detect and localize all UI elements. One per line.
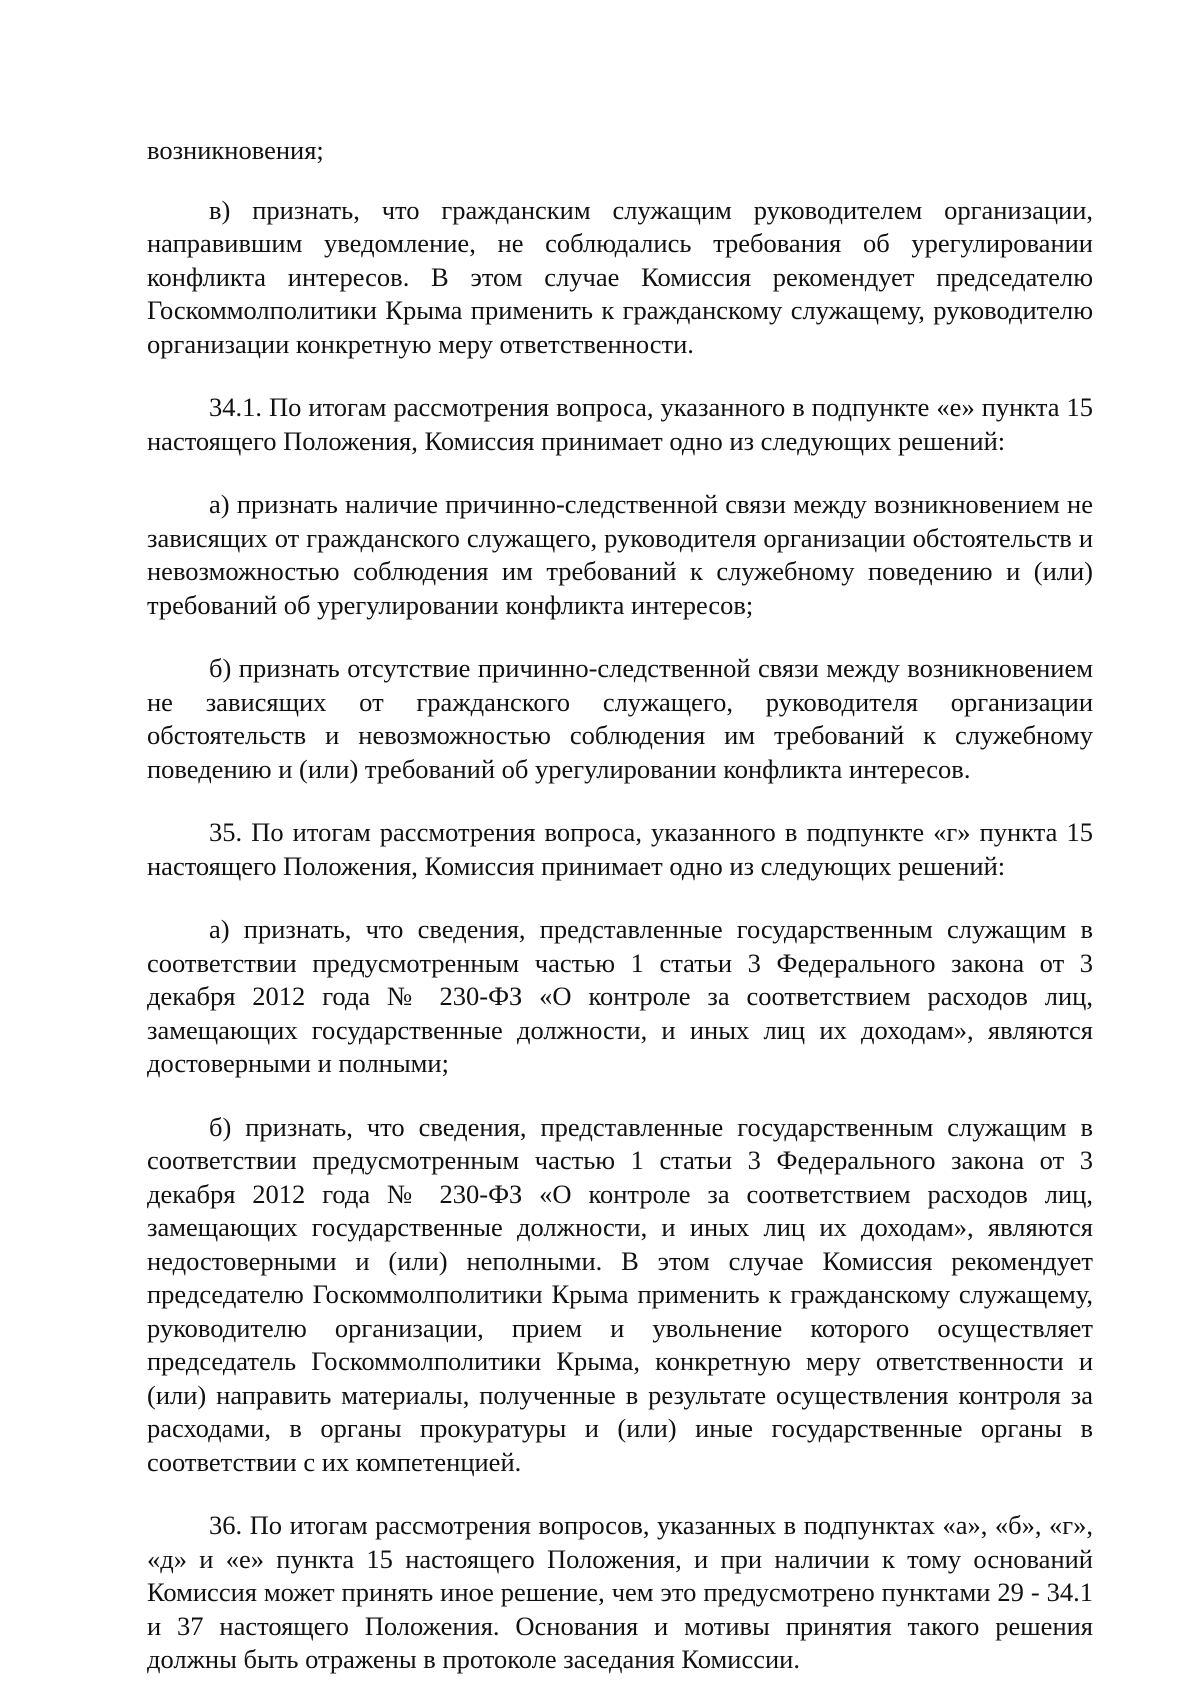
paragraph-36: 36. По итогам рассмотрения вопросов, указанных в подпунктах «а», «б», «г», «д» и «е» пункта 15 настоящего Положения, и при наличии к тому оснований Комиссия может принять иное решение, чем это предусмотрено пунктами 29 - 34.1 и 37 настоящего Положения. Основания и мотивы принятия такого решения должны быть отражены в протоколе заседания Комиссии.	[147, 1510, 1093, 1674]
paragraph-34-1-b: б) признать отсутствие причинно-следственной связи между возникновением не зависящих от гражданского служащего, руководителя организации обстоятельств и невозможностью соблюдения им требований к служебному поведению и (или) требований об урегулировании конфликта интересов.	[147, 653, 1093, 784]
paragraph-35-a: а) признать, что сведения, представленные государственным служащим в соответствии предусмотренным частью 1 статьи 3 Федерального закона от 3 декабря 2012 года № 230-ФЗ «О контроле за соответствием расходов лиц, замещающих государственные должности, и иных лиц их доходам», являются достоверными и полными;	[147, 914, 1093, 1078]
document-body	[147, 134, 1093, 1707]
paragraph-34-v: в) признать, что гражданским служащим руководителем организации, направившим уведомление, не соблюдались требования об урегулировании конфликта интересов. В этом случае Комиссия рекомендует председателю Госкоммолполитики Крыма применить к гражданскому служащему, руководителю организации конкретную меру ответственности.	[147, 194, 1093, 359]
paragraph-34-1: 34.1. По итогам рассмотрения вопроса, указанного в подпункте «е» пункта 15 настоящего Положения, Комиссия принимает одно из следующих решений:	[147, 392, 1093, 456]
paragraph-35-b: б) признать, что сведения, представленные государственным служащим в соответствии предусмотренным частью 1 статьи 3 Федерального закона от 3 декабря 2012 года № 230-ФЗ «О контроле за соответствием расходов лиц, замещающих государственные должности, и иных лиц их доходам», являются недостоверными и (или) неполными. В этом случае Комиссия рекомендует председателю Госкоммолполитики Крыма применить к гражданскому служащему, руководителю организации, прием и увольнение которого осуществляет председатель Госкоммолполитики Крыма, конкретную меру ответственности и (или) направить материалы, полученные в результате осуществления контроля за расходами, в органы прокуратуры и (или) иные государственные органы в соответствии с их компетенцией.	[147, 1111, 1093, 1477]
paragraph-34-1-a: а) признать наличие причинно-следственной связи между возникновением не зависящих от гражданского служащего, руководителя организации обстоятельств и невозможностью соблюдения им требований к служебному поведению и (или) требований об урегулировании конфликта интересов;	[147, 489, 1093, 620]
paragraph-35: 35. По итогам рассмотрения вопроса, указанного в подпункте «г» пункта 15 настоящего Положения, Комиссия принимает одно из следующих решений:	[147, 817, 1093, 881]
paragraph-continuation: возникновения;	[147, 135, 324, 165]
